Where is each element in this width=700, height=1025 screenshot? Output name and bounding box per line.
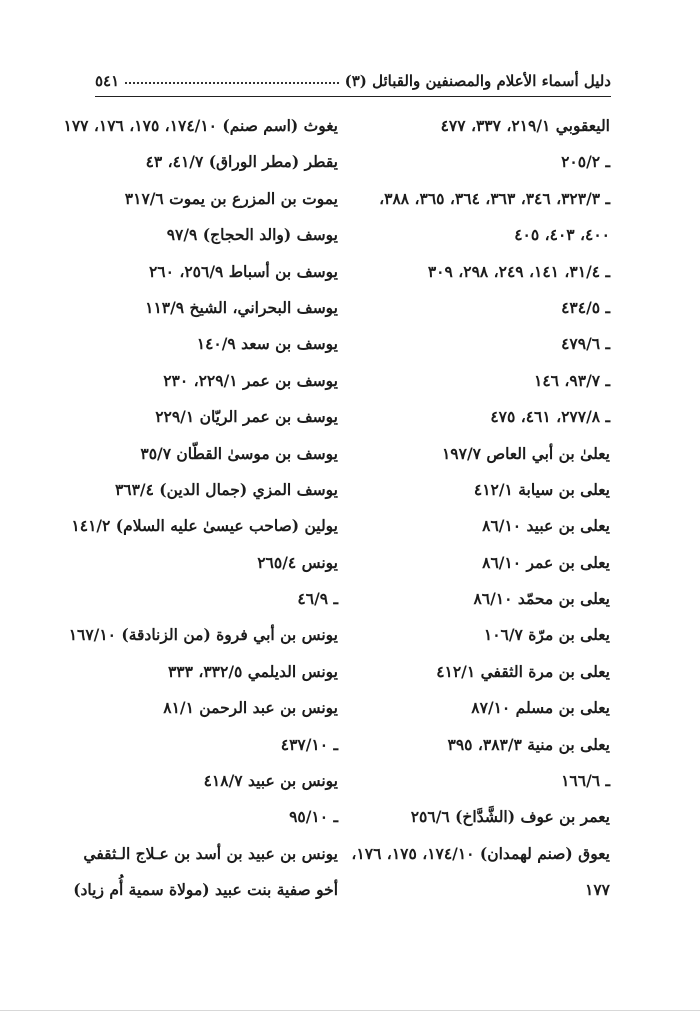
index-entry: يونس بن أبي فروة (من الزنادقة) ١٦٧/١٠: [68, 625, 338, 645]
index-entry: يونس الديلمي ٣٣٢/٥، ٣٣٣: [167, 661, 338, 681]
index-entry: يعوق (صنم لهمدان) ١٧٤/١٠، ١٧٥، ١٧٦،: [351, 843, 610, 863]
index-entry: يولين (صاحب عيسىٰ عليه السلام) ١٤١/٢: [71, 516, 338, 536]
index-entry: ـ ٤٣٤/٥: [561, 297, 610, 317]
running-header: [95, 62, 611, 90]
page-bottom-edge: [0, 1010, 700, 1011]
index-entry: ـ ٣٢٣/٣، ٣٤٦، ٣٦٣، ٣٦٤، ٣٦٥، ٣٨٨،: [379, 188, 610, 208]
index-entry: يوسف البحراني، الشيخ ١١٣/٩: [145, 297, 338, 317]
index-entry: يعلى بن عمر ٨٦/١٠: [482, 552, 610, 572]
index-entry: ـ ٢٠٥/٢: [561, 152, 610, 172]
index-entry: يوسف بن عمر الريّان ٢٢٩/١: [155, 407, 338, 427]
index-entry: ١٧٧: [585, 880, 610, 900]
index-entry: يونس بن عبيد ٤١٨/٧: [203, 771, 338, 791]
index-entry: اليعقوبي ٢١٩/١، ٣٣٧، ٤٧٧: [440, 116, 610, 135]
index-entry: يوسف (والد الحجاج) ٩٧/٩: [166, 225, 338, 245]
index-entry: يعلى بن مسلم ٨٧/١٠: [471, 698, 610, 718]
index-entry: يعلى بن منية ٣٨٣/٣، ٣٩٥: [447, 734, 610, 754]
index-entry: يقطر (مطر الوراق) ٤١/٧، ٤٣: [145, 152, 338, 172]
index-entry: ـ ٤٦/٩: [297, 589, 338, 609]
index-entry: يعلى بن سيابة ٤١٢/١: [473, 479, 610, 499]
index-entry: يعلى بن محمّد ٨٦/١٠: [473, 589, 610, 609]
index-entry: ـ ٣١/٤، ١٤١، ٢٤٩، ٢٩٨، ٣٠٩: [427, 261, 610, 281]
index-entry: يونس بن عبد الرحمن ٨١/١: [163, 698, 338, 718]
index-entry: ٤٠٠، ٤٠٣، ٤٠٥: [514, 225, 610, 245]
index-entry: ـ ٤٧٩/٦: [561, 334, 610, 354]
index-entry: يعلى بن مرة الثقفي ٤١٢/١: [436, 661, 610, 681]
page-number: ٥٤١: [95, 72, 120, 90]
index-entry: يوسف بن عمر ٢٢٩/١، ٢٣٠: [163, 370, 338, 390]
index-entry: يوسف بن أسباط ٢٥٦/٩، ٢٦٠: [148, 261, 338, 281]
index-entry: يوسف المزي (جمال الدين) ٣٦٣/٤: [114, 479, 338, 499]
index-entry: يعمر بن عوف (الشَّدَّاخ) ٢٥٦/٦: [410, 807, 610, 827]
header-rule: [95, 96, 611, 97]
index-entry: يموت بن المزرع بن يموت ٣١٧/٦: [124, 188, 338, 208]
index-entry: ـ ٢٧٧/٨، ٤٦١، ٤٧٥: [490, 407, 610, 427]
index-entry: ـ ٤٣٧/١٠: [280, 734, 338, 754]
header-dot-leader: [125, 82, 338, 84]
index-entry: يونس ٢٦٥/٤: [257, 552, 338, 572]
index-entry: يونس بن عبيد بن أسد بن عـلاج الـثقفي: [83, 843, 338, 863]
index-entry: يوسف بن سعد ١٤٠/٩: [196, 334, 338, 354]
index-entry: يغوث (اسم صنم) ١٧٤/١٠، ١٧٥، ١٧٦، ١٧٧: [63, 116, 338, 135]
index-entry: ـ ٩٥/١٠: [289, 807, 338, 827]
index-entry: ـ ٩٣/٧، ١٤٦: [534, 370, 610, 390]
index-entry: يعلى بن عبيد ٨٦/١٠: [482, 516, 610, 536]
index-entry: يوسف بن موسىٰ القطّان ٣٥/٧: [140, 443, 338, 463]
index-entry: يعلى بن مرّة ١٠٦/٧: [483, 625, 610, 645]
index-entry: أخو صفية بنت عبيد (مولاة سمية أُم زياد): [73, 880, 338, 900]
header-title: دليل أسماء الأعلام والمصنفين والقبائل (٣): [344, 72, 611, 90]
index-column-right: [351, 108, 610, 909]
index-entry: ـ ١٦٦/٦: [561, 771, 610, 791]
index-column-left: [63, 108, 338, 909]
index-entry: يعلىٰ بن أبي العاص ١٩٧/٧: [441, 443, 610, 463]
